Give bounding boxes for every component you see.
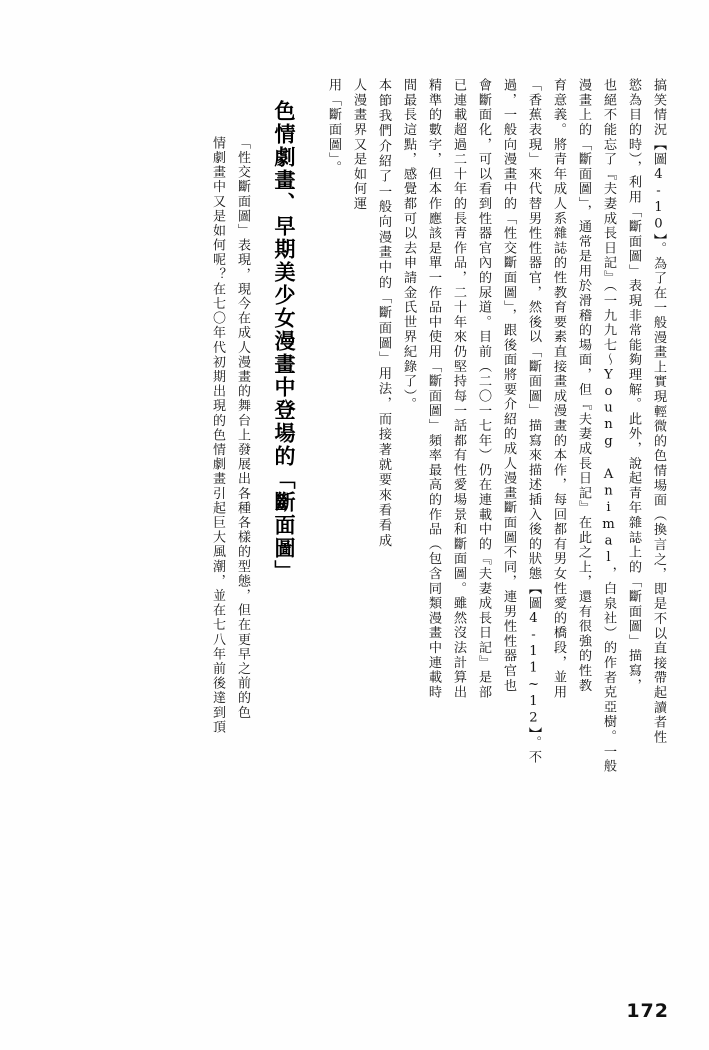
- text-column: 本節我們介紹了一般向漫畫中的「斷面圖」用法，而接著就要來看看成人漫畫界又是如何運: [351, 78, 391, 548]
- text-column: 用「斷面圖」。: [326, 78, 341, 175]
- text-column: 慾為目的時），利用「斷面圖」表現非常能夠理解。此外，說起青年雜誌上的「斷面圖」描寫，: [626, 78, 641, 693]
- text-column: 也絕不能忘了『夫妻成長日記』（一九九七～Young Animal，白泉社）的作者克亞樹。一般: [601, 78, 616, 774]
- section-heading: 色情劇畫、早期美少女漫畫中登場的「斷面圖」: [272, 100, 297, 583]
- quote-column: 「性交斷面圖」表現，現今在成人漫畫的舞台上發展出各種各樣的型態，但在更早之前的色: [235, 136, 250, 720]
- text-column: 漫畫上的「斷面圖」，通常是用於滑稽的場面，但『夫妻成長日記』在此之上，還有很強的性教: [576, 78, 591, 693]
- page-number: 172: [626, 1000, 669, 1022]
- text-column: 間最長這點，感覺都可以去申請金氏世界紀錄了）。: [401, 78, 416, 412]
- quote-column: 情劇畫中又是如何呢？在七〇年代初期出現的色情劇畫引起巨大風潮，並在七八年前後達到頂: [210, 136, 225, 735]
- vertical-text-body: [36, 78, 671, 958]
- text-column: 搞笑情況【圖4-10】。為了在一般漫畫上實現輕微的色情場面（換言之，即是不以直接帶起讀者性: [651, 78, 666, 745]
- text-column: 「香蕉表現」來代替男性性器官，然後以「斷面圖」描寫來描述插入後的狀態【圖4-11~12】。不: [526, 78, 541, 765]
- text-column: 精準的數字，但本作應該是單一作品中使用「斷面圖」頻率最高的作品（包含同類漫畫中連載時: [426, 78, 441, 700]
- text-column: 過，一般向漫畫中的「性交斷面圖」，跟後面將要介紹的成人漫畫斷面圖不同，連男性性器官也: [501, 78, 516, 693]
- text-column: 育意義。將青年成人系雜誌的性教育要素直接畫成漫畫的本作，每回都有男女性愛的橋段，並用: [551, 78, 566, 700]
- text-column: 已連載超過二十年的長青作品，二十年來仍堅持每一話都有性愛場景和斷面圖。雖然沒法計算出: [451, 78, 466, 700]
- text-column: 會斷面化，可以看到性器官內的尿道。目前（二〇一七年）仍在連載中的『夫妻成長日記』是部: [476, 78, 491, 700]
